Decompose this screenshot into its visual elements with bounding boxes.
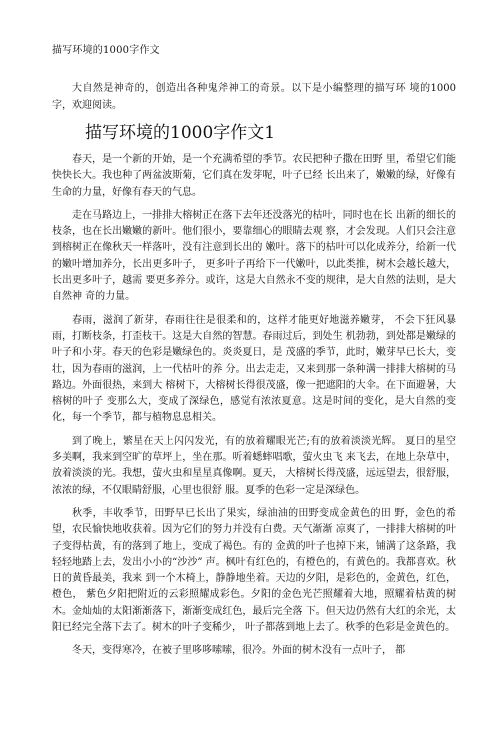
body-paragraph-summer-night: 到了晚上，繁星在天上闪闪发光，有的放着耀眼光芒;有的放着淡淡光辉。 夏日的星空多美啊，我来到空旷的草坪上，坐在那。听着蟋蟀唱歌，萤火虫飞 来飞去，在地上杂草中，放着淡淡的光。我想，萤火虫和星星真像啊。夏天， 大榕树长得茂盛，远远望去，很舒服，浓浓的绿，不仅眼睛舒服，心里也很舒 服。夏季的色彩一定是深绿色。 (52, 435, 456, 496)
body-paragraph-spring: 春天，是一个新的开始，是一个充满希望的季节。农民把种子撒在田野 里，希望它们能快快长大。我也种了两盆波斯菊，它们真在发芽呢，叶子已经 长出来了，嫩嫩的绿，好像有生命的力量，好像有春天的气息。 (52, 154, 456, 198)
document-title: 描写环境的1000字作文 (52, 45, 160, 56)
body-paragraphs (52, 152, 456, 667)
section-heading: 描写环境的1000字作文1 (85, 123, 276, 143)
intro-paragraph: 大自然是神奇的，创造出各种鬼斧神工的奇景。以下是小编整理的描写环 境的1000字，欢迎阅读。 (52, 83, 456, 111)
body-paragraph-roadside-banyan: 走在马路边上，一排排大榕树正在落下去年还没落光的枯叶，同时也在长 出新的细长的枝条，也在长出嫩嫩的新叶。他们很小，要靠细心的眼睛去观 察，才会发现。人们只会注意到榕树正在像秋天一样落叶，没有注意到长出的 嫩叶。落下的枯叶可以化成养分，给新一代的嫩叶增加养分，长出更多叶子， 更多叶子再给下一代嫩叶，以此类推，树木会越长越大，长出更多叶子，越需 要更多养分。或许，这是大自然永不变的规律，是大自然的法则，是大自然神 奇的力量。 (52, 209, 456, 303)
body-paragraph-spring-rain-summer: 春雨，滋润了新芽，春雨往往是很柔和的，这样才能更好地滋养嫩芽， 不会下狂风暴雨，打断枝条，打歪枝干。这是大自然的智慧。春雨过后，到处生 机勃勃，到处都是嫩绿的叶子和小芽。春天的色彩是嫩绿色的。炎炎夏日，是 茂盛的季节，此时，嫩芽早已长大，变壮，因为春雨的滋润，上一代枯叶的养 分。出去走走，又来到那一条种满一排排大榕树的马路边。外面很热，来到大 榕树下，大榕树长得很茂盛，像一把遮阳的大伞。在下面避暑，大榕树的叶子 变那么大，变成了深绿色，感觉有浓浓夏意。这是时间的变化，是大自然的变 化，每一个季节，都与植物息息相关。 (52, 314, 456, 424)
body-paragraph-winter: 冬天，变得寒冷，在被子里哆哆嗦嗦，很冷。外面的树木没有一点叶子， 都 (72, 645, 406, 657)
body-paragraph-autumn: 秋季，丰收季节，田野早已长出了果实，绿油油的田野变成金黄色的田 野，金色的希望，农民愉快地收获着。因为它们的努力并没有白费。天气渐渐 凉爽了，一排排大榕树的叶子变得枯黄，有的落到了地上，变成了褐色。有的 金黄的叶子也掉下来，铺满了这条路，我轻轻地踏上去，发出小小的“沙沙” 声。枫叶有红色的，有橙色的，有黄色的。我都喜欢。秋日的黄昏最美，我来 到一个木椅上，静静地坐着。天边的夕阳，是彩色的，金黄色，红色，橙色， 紫色夕阳把附近的云彩照耀成彩色。夕阳的金色光芒照耀着大地，照耀着枯黄的树木。金灿灿的太阳渐渐落下，渐渐变成红色，最后完全落 下。但天边仍然有大红的余光，太阳已经完全落下去了。树木的叶子变稀少， 叶子都落到地上去了。秋季的色彩是金黄色的。 (52, 507, 456, 634)
